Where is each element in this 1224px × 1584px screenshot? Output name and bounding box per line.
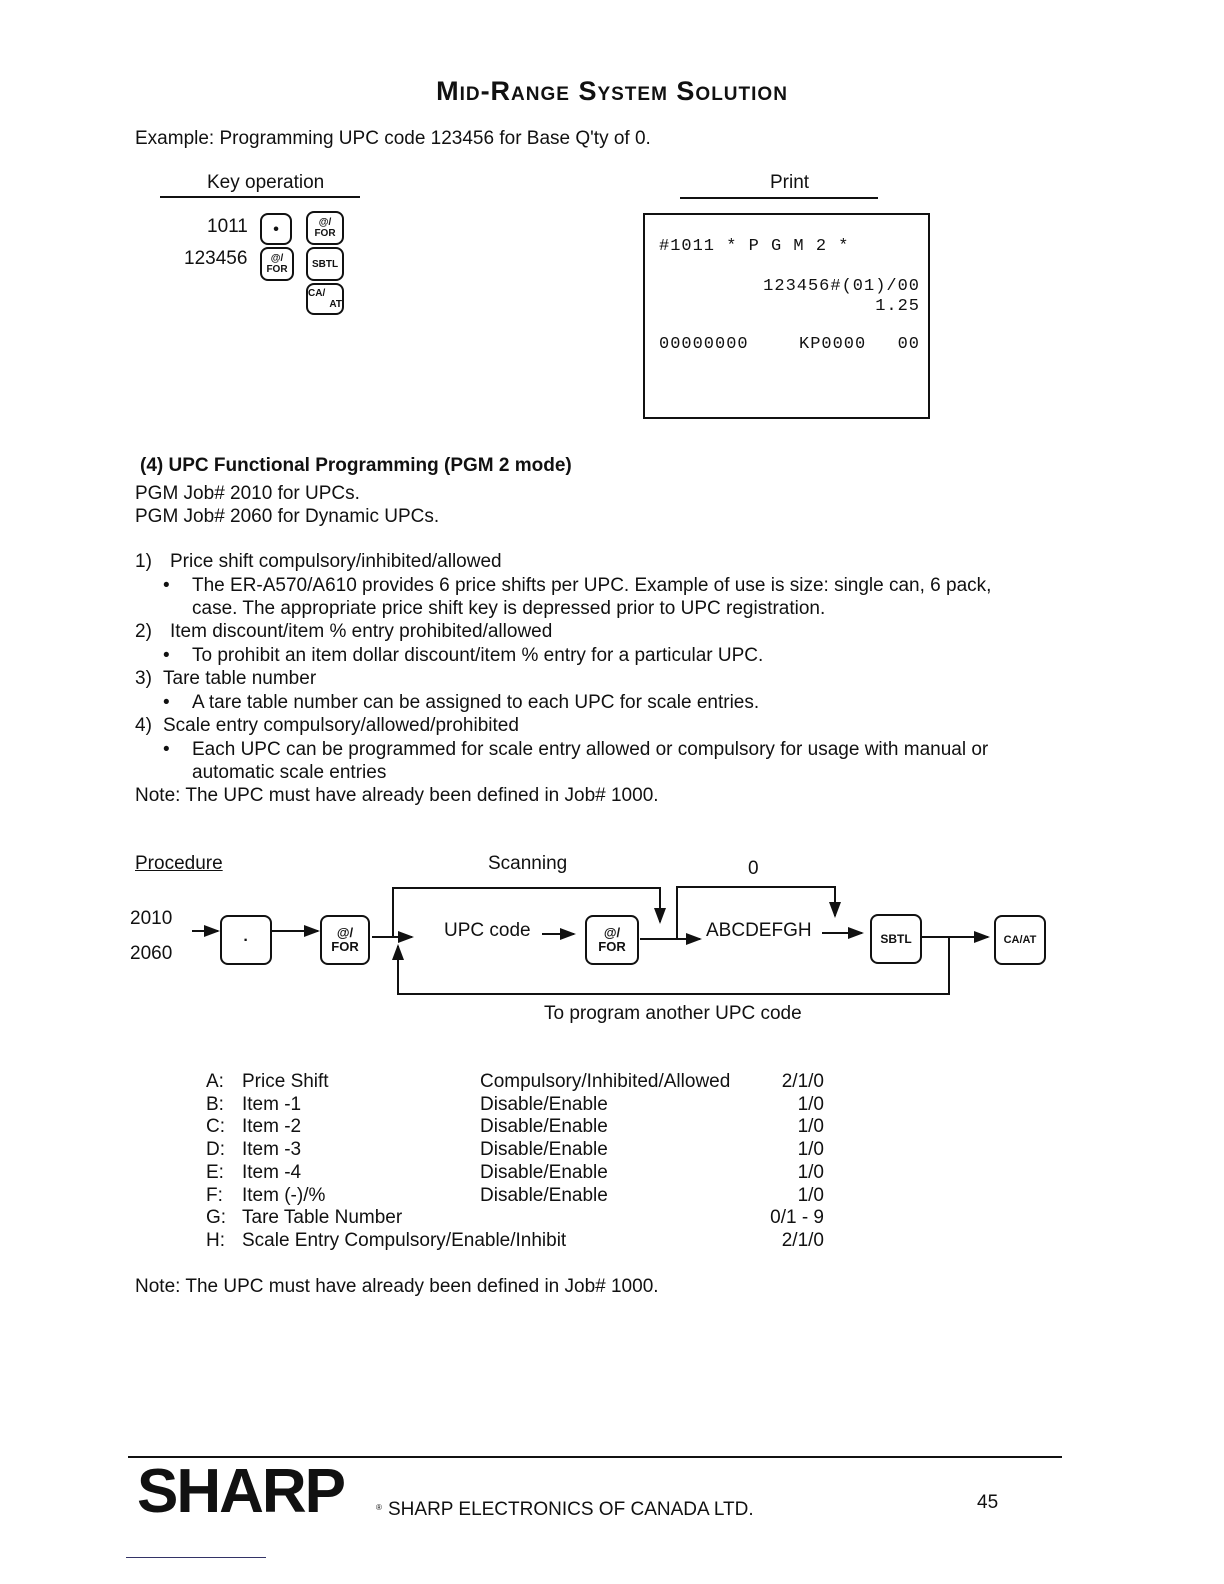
key-label: AT [329,299,342,310]
bullet-text: Each UPC can be programmed for scale entry allowed or compulsory for usage with manual or [192,739,989,760]
note: Note: The UPC must have already been defined in Job# 1000. [135,1276,659,1297]
sbtl-key [870,914,922,964]
key-label: FOR [314,228,336,239]
option-choices: Disable/Enable [480,1093,608,1115]
option-letter: B: [206,1093,224,1115]
option-name: Item (-)/% [242,1184,326,1206]
receipt-line: KP0000 [799,335,867,354]
option-choices: Disable/Enable [480,1161,608,1183]
ca-at-key [994,915,1046,965]
option-choices: Compulsory/Inhibited/Allowed [480,1071,731,1092]
bullet-text: The ER-A570/A610 provides 6 price shifts per UPC. Example of use is size: single can, 6 pack, [192,575,992,596]
sharp-logo: SHARP [137,1457,345,1526]
abcdefgh-label: ABCDEFGH [706,920,812,941]
at-for-key [320,915,370,965]
receipt-line: 123456#(01)/00 [763,277,920,296]
note: Note: The UPC must have already been defined in Job# 1000. [135,785,659,806]
section-line: PGM Job# 2060 for Dynamic UPCs. [135,506,440,527]
bullet: • [163,575,170,596]
bullet: • [163,739,170,760]
option-value: 0/1 - 9 [770,1207,824,1229]
print-heading: Print [770,172,810,193]
bullet-text: case. The appropriate price shift key is depressed prior to UPC registration. [192,598,826,619]
bullet-text: To prohibit an item dollar discount/item % entry for a particular UPC. [192,645,764,666]
key-label: FOR [331,939,359,954]
option-value: 1/0 [797,1184,824,1206]
key-label: SBTL [880,931,912,946]
option-name: Tare Table Number [242,1207,403,1229]
upc-code-label: UPC code [444,920,531,941]
section-line: PGM Job# 2010 for UPCs. [135,483,360,504]
key-label: @/ [318,217,332,228]
option-letter: E: [206,1161,224,1183]
key-label: @/ [270,253,284,264]
receipt-line: 00000000 [659,335,749,354]
item-number: 4) [135,715,152,736]
loop-label: To program another UPC code [544,1003,802,1024]
bullet-text: A tare table number can be assigned to each UPC for scale entries. [192,692,760,713]
key-label: • [273,220,279,238]
receipt-line: #1011 * P G M 2 * [659,237,850,256]
option-letter: F: [206,1184,223,1206]
option-value: 2/1/0 [781,1229,824,1251]
example-text: Example: Programming UPC code 123456 for Base Q'ty of 0. [135,128,651,149]
key-label: FOR [266,264,288,275]
option-value: 2/1/0 [781,1071,824,1092]
at-for-key [585,915,639,965]
item-text: Item discount/item % entry prohibited/allowed [170,621,553,642]
section-heading: (4) UPC Functional Programming (PGM 2 mode) [140,455,572,476]
key-label: FOR [598,939,626,954]
option-value: 1/0 [797,1139,824,1161]
receipt-line: 00 [897,335,920,354]
option-value: 1/0 [797,1161,824,1183]
key-entry: 1011 [207,216,248,237]
option-value: 1/0 [797,1093,824,1115]
option-name: Item -4 [242,1161,302,1183]
option-choices: Disable/Enable [480,1184,608,1206]
key-label: CA/ [308,288,326,299]
item-text: Scale entry compulsory/allowed/prohibited [163,715,519,736]
key-label: @/ [336,925,354,940]
option-letter: A: [206,1071,224,1092]
key-entry: 123456 [184,248,248,269]
zero-label: 0 [748,858,759,879]
key-label: @/ [603,925,621,940]
key-operation-heading: Key operation [207,172,325,193]
bullet-text: automatic scale entries [192,762,387,783]
scanning-label: Scanning [488,853,568,874]
key-label: · [243,931,249,949]
item-number: 2) [135,621,152,642]
option-name: Item -1 [242,1093,302,1115]
option-choices: Disable/Enable [480,1116,608,1138]
bullet: • [163,692,170,713]
option-name: Item -2 [242,1116,302,1138]
receipt-line: 1.25 [875,297,920,316]
option-name: Price Shift [242,1071,329,1092]
key-label: CA/AT [1003,933,1037,946]
key-label: SBTL [311,258,339,270]
option-letter: G: [206,1207,227,1229]
option-letter: H: [206,1229,225,1251]
company-name: SHARP ELECTRONICS OF CANADA LTD. [388,1499,754,1520]
option-letter: D: [206,1139,225,1161]
item-text: Tare table number [163,668,317,689]
option-name: Item -3 [242,1139,302,1161]
job-number: 2010 [130,908,173,929]
item-number: 3) [135,668,152,689]
job-number: 2060 [130,943,173,964]
page-number: 45 [977,1492,999,1513]
item-number: 1) [135,551,152,572]
logo-mark: ® [376,1503,382,1512]
procedure-label: Procedure [135,853,223,874]
footer-mark [126,1557,266,1558]
option-name: Scale Entry Compulsory/Enable/Inhibit [242,1229,567,1251]
option-letter: C: [206,1116,225,1138]
bullet: • [163,645,170,666]
point-key [220,915,272,965]
page-title: Mid-Range System Solution [436,76,788,106]
option-choices: Disable/Enable [480,1139,608,1161]
option-value: 1/0 [797,1116,824,1138]
item-text: Price shift compulsory/inhibited/allowed [170,551,502,572]
